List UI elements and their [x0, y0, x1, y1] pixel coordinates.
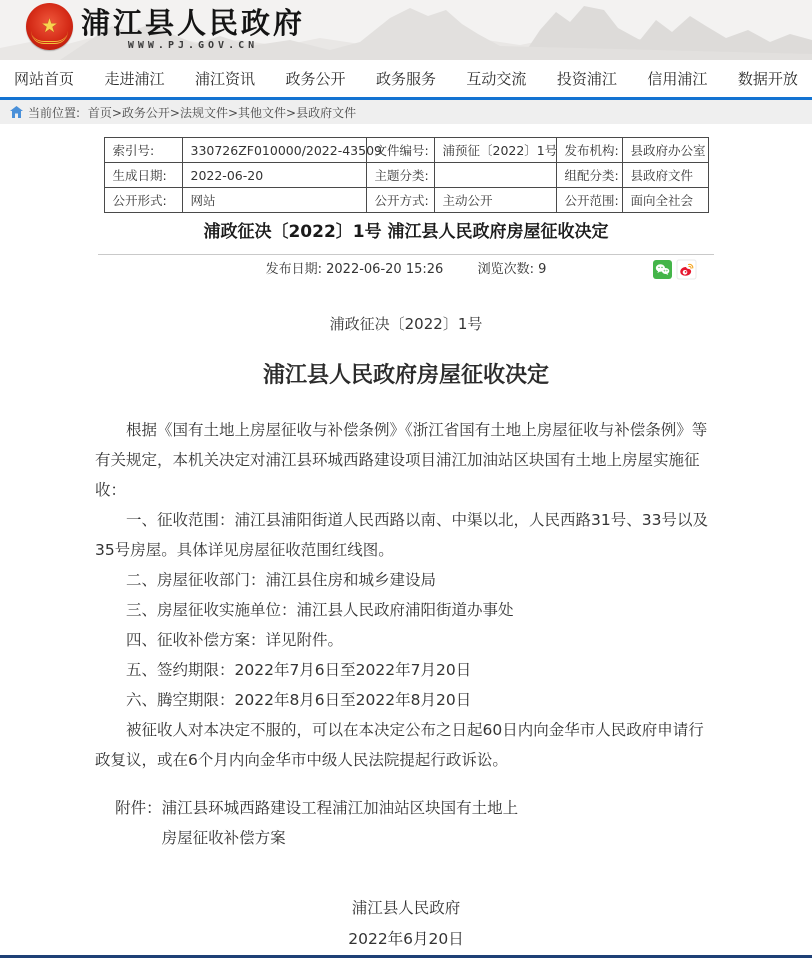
site-header: [0, 0, 812, 60]
meta-label: 发布机构:: [556, 138, 622, 163]
page-title: 浦政征决〔2022〕1号 浦江县人民政府房屋征收决定: [98, 220, 714, 255]
meta-value: 县政府文件: [622, 163, 708, 188]
table-row: [104, 163, 708, 188]
paragraph: 三、房屋征收实施单位：浦江县人民政府浦阳街道办事处: [126, 601, 514, 619]
nav-item-home[interactable]: 网站首页: [14, 70, 75, 88]
publish-info-row: [98, 259, 714, 281]
article-content: [0, 124, 812, 955]
publish-date-value: 2022-06-20 15:26: [326, 262, 444, 277]
view-count-label: 浏览次数:: [477, 262, 534, 277]
home-icon: [10, 106, 23, 118]
meta-value: 浦预征〔2022〕1号: [434, 138, 556, 163]
document-meta-table: [104, 137, 709, 213]
paragraph: 根据《国有土地上房屋征收与补偿条例》《浙江省国有土地上房屋征收与补偿条例》等有关规定，本机关决定对浦江县环城西路建设项目浦江加油站区块国有土地上房屋实施征收：: [95, 421, 708, 499]
attachment-note: [95, 793, 717, 853]
meta-label: 组配分类:: [556, 163, 622, 188]
nav-item-interaction[interactable]: 互动交流: [466, 70, 527, 88]
site-title: 浦江县人民政府: [81, 6, 306, 40]
meta-label: 公开方式:: [366, 188, 434, 213]
breadcrumb: [0, 100, 812, 124]
document-number: 浦政征决〔2022〕1号: [329, 315, 483, 333]
document-title: 浦江县人民政府房屋征收决定: [262, 363, 549, 388]
attachment-line-2: 房屋征收补偿方案: [161, 829, 286, 847]
nav-item-gov-info[interactable]: 政务公开: [285, 70, 346, 88]
meta-value: 2022-06-20: [182, 163, 366, 188]
meta-value: 330726ZF010000/2022-43509: [182, 138, 366, 163]
signature-date: 2022年6月20日: [348, 930, 464, 948]
view-count-value: 9: [538, 262, 547, 277]
breadcrumb-path[interactable]: 首页>政务公开>法规文件>其他文件>县政府文件: [87, 105, 357, 120]
document-body: [95, 415, 717, 775]
nav-item-credit[interactable]: 信用浦江: [647, 70, 708, 88]
nav-item-open-data[interactable]: 数据开放: [737, 70, 798, 88]
site-url: WWW.PJ.GOV.CN: [127, 40, 259, 51]
publish-date-label: 发布日期:: [265, 262, 322, 277]
wechat-share-icon[interactable]: [653, 260, 672, 279]
paragraph: 二、房屋征收部门：浦江县住房和城乡建设局: [126, 571, 437, 589]
signature-block: [0, 893, 812, 955]
meta-label: 公开范围:: [556, 188, 622, 213]
meta-label: 文件编号:: [366, 138, 434, 163]
nav-item-about[interactable]: 走进浦江: [104, 70, 165, 88]
table-row: [104, 138, 708, 163]
nav-item-services[interactable]: 政务服务: [375, 70, 436, 88]
national-emblem-icon: ★: [26, 3, 73, 50]
main-nav: [0, 60, 812, 100]
paragraph: 被征收人对本决定不服的，可以在本决定公布之日起60日内向金华市人民政府申请行政复议，或在6个月内向金华市中级人民法院提起行政诉讼。: [95, 721, 704, 769]
meta-label: 主题分类:: [366, 163, 434, 188]
paragraph: 四、征收补偿方案：详见附件。: [126, 631, 344, 649]
attachment-line-1: 附件：浦江县环城西路建设工程浦江加油站区块国有土地上: [115, 799, 519, 817]
weibo-share-icon[interactable]: [677, 260, 696, 279]
meta-value: 主动公开: [434, 188, 556, 213]
meta-label: 索引号:: [104, 138, 182, 163]
paragraph: 五、签约期限：2022年7月6日至2022年7月20日: [126, 661, 472, 679]
breadcrumb-prefix: 当前位置:: [28, 105, 81, 120]
paragraph: 六、腾空期限：2022年8月6日至2022年8月20日: [126, 691, 472, 709]
meta-value: 网站: [182, 188, 366, 213]
meta-value: 面向全社会: [622, 188, 708, 213]
meta-label: 公开形式:: [104, 188, 182, 213]
meta-value: 县政府办公室: [622, 138, 708, 163]
meta-label: 生成日期:: [104, 163, 182, 188]
signature-name: 浦江县人民政府: [351, 899, 461, 917]
meta-value: [434, 163, 556, 188]
table-row: [104, 188, 708, 213]
site-logo[interactable]: [26, 3, 305, 51]
nav-item-news[interactable]: 浦江资讯: [194, 70, 255, 88]
paragraph: 一、征收范围：浦江县浦阳街道人民西路以南、中渠以北，人民西路31号、33号以及35号房屋。具体详见房屋征收范围红线图。: [95, 511, 708, 559]
nav-item-invest[interactable]: 投资浦江: [556, 70, 617, 88]
